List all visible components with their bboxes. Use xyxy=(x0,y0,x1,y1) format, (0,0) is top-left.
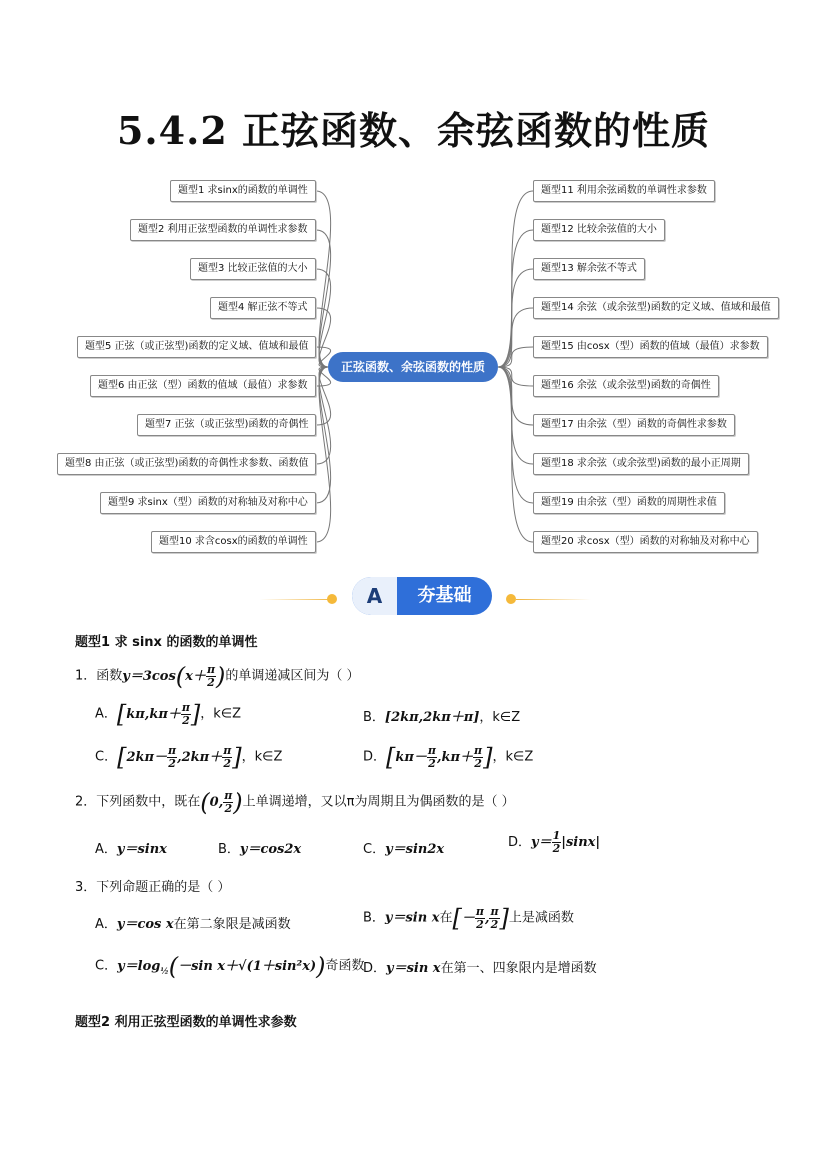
mind-map-node-right-5: 题型15 由cosx（型）函数的值域（最值）求参数 xyxy=(533,336,768,358)
mind-map-center: 正弦函数、余弦函数的性质 xyxy=(328,352,498,382)
mind-map-node-right-2: 题型12 比较余弦值的大小 xyxy=(533,219,665,241)
mind-map-node-left-6: 题型6 由正弦（型）函数的值域（最值）求参数 xyxy=(90,375,316,397)
mind-map-node-right-9: 题型19 由余弦（型）函数的周期性求值 xyxy=(533,492,725,514)
q1-option-c[interactable]: C．[2kπ－ $\frac{\pi}{2}$ ,2kπ＋ $\frac{\pi}{2}$ ]，k∈Z xyxy=(95,743,283,771)
mind-map-node-left-2: 题型2 利用正弦型函数的单调性求参数 xyxy=(130,219,316,241)
q1-option-a[interactable]: A．[kπ,kπ＋ $\frac{\pi}{2}$ ]，k∈Z xyxy=(95,700,242,728)
question-1 xyxy=(75,662,360,690)
mind-map-node-left-4: 题型4 解正弦不等式 xyxy=(210,297,316,319)
mind-map-connector-left-7 xyxy=(316,367,331,425)
mind-map-node-right-7: 题型17 由余弦（型）函数的奇偶性求参数 xyxy=(533,414,735,436)
mind-map-connector-right-4 xyxy=(498,308,533,367)
q1-stem-end: 的单调递减区间为（ ） xyxy=(225,668,360,684)
q3-option-d[interactable]: D．y＝sin x在第一、四象限内是增函数 xyxy=(363,961,597,976)
banner-dot-left xyxy=(327,594,337,604)
question-3: 3．下列命题正确的是（ ） xyxy=(75,880,231,895)
mind-map-node-right-10: 题型20 求cosx（型）函数的对称轴及对称中心 xyxy=(533,531,758,553)
mind-map-node-right-6: 题型16 余弦（或余弦型)函数的奇偶性 xyxy=(533,375,719,397)
q3-option-a[interactable]: A．y＝cos x在第二象限是减函数 xyxy=(95,917,291,932)
q2-option-a[interactable]: A．y＝sinx xyxy=(95,842,167,857)
q3-option-c[interactable]: C．$y=\log_{\frac{1}{2}}(-\sin$ x＋√(1＋sin²x))奇函数 xyxy=(95,952,365,980)
mind-map-node-left-10: 题型10 求含cosx的函数的单调性 xyxy=(151,531,316,553)
mind-map-node-left-7: 题型7 正弦（或正弦型)函数的奇偶性 xyxy=(137,414,316,436)
mind-map-node-left-3: 题型3 比较正弦值的大小 xyxy=(190,258,316,280)
mind-map xyxy=(0,170,827,560)
mind-map-connector-right-10 xyxy=(498,367,533,542)
mind-map-node-left-9: 题型9 求sinx（型）函数的对称轴及对称中心 xyxy=(100,492,316,514)
q1-stem-start: 1．函数 xyxy=(75,668,123,684)
q2-option-b[interactable]: B．y＝cos2x xyxy=(218,842,302,857)
mind-map-connector-right-9 xyxy=(498,367,533,503)
mind-map-connector-right-3 xyxy=(498,269,533,367)
q1-option-b[interactable]: B．[2kπ,2kπ＋π]，k∈Z xyxy=(363,710,521,725)
section-banner xyxy=(0,575,827,619)
q2-option-d[interactable]: D．y＝ $\frac{1}{2}$ |sinx| xyxy=(508,829,601,855)
banner-line-left xyxy=(260,599,335,600)
q1-option-d[interactable]: D．[kπ－ $\frac{\pi}{2}$ ,kπ＋ $\frac{\pi}{2}$ ]，k∈Z xyxy=(363,743,534,771)
section-letter: A xyxy=(352,577,397,615)
banner-dot-right xyxy=(506,594,516,604)
mind-map-node-left-8: 题型8 由正弦（或正弦型)函数的奇偶性求参数、函数值 xyxy=(57,453,316,475)
mind-map-node-right-8: 题型18 求余弦（或余弦型)函数的最小正周期 xyxy=(533,453,749,475)
heading-type-2: 题型2 利用正弦型函数的单调性求参数 xyxy=(75,1015,297,1030)
mind-map-node-right-1: 题型11 利用余弦函数的单调性求参数 xyxy=(533,180,715,202)
banner-line-right xyxy=(516,599,591,600)
mind-map-connector-left-4 xyxy=(316,308,331,367)
section-pill xyxy=(352,577,492,615)
q1-function: y＝3cos(x＋ $\frac{\pi}{2}$ ) xyxy=(122,662,226,690)
mind-map-node-left-1: 题型1 求sinx的函数的单调性 xyxy=(170,180,316,202)
mind-map-node-left-5: 题型5 正弦（或正弦型)函数的定义域、值域和最值 xyxy=(77,336,316,358)
mind-map-connector-right-8 xyxy=(498,367,533,464)
page-title: 5.4.2 正弦函数、余弦函数的性质 xyxy=(116,108,710,153)
mind-map-connector-right-2 xyxy=(498,230,533,367)
mind-map-connector-right-7 xyxy=(498,367,533,425)
q2-option-c[interactable]: C．y＝sin2x xyxy=(363,842,445,857)
mind-map-connector-right-1 xyxy=(498,191,533,367)
heading-type-1: 题型1 求 sinx 的函数的单调性 xyxy=(75,635,258,650)
q3-option-b[interactable]: B．y＝sin x在[－ $\frac{\pi}{2}$ , $\frac{\pi}{2}$ ]上是减函数 xyxy=(363,904,574,932)
section-label: 夯基础 xyxy=(417,585,472,606)
mind-map-node-right-3: 题型13 解余弦不等式 xyxy=(533,258,645,280)
mind-map-node-right-4: 题型14 余弦（或余弦型)函数的定义域、值域和最值 xyxy=(533,297,779,319)
question-2: 2．下列函数中，既在(0, $\frac{\pi}{2}$ )上单调递增，又以π为周期且为偶函数的是（ ） xyxy=(75,788,515,816)
